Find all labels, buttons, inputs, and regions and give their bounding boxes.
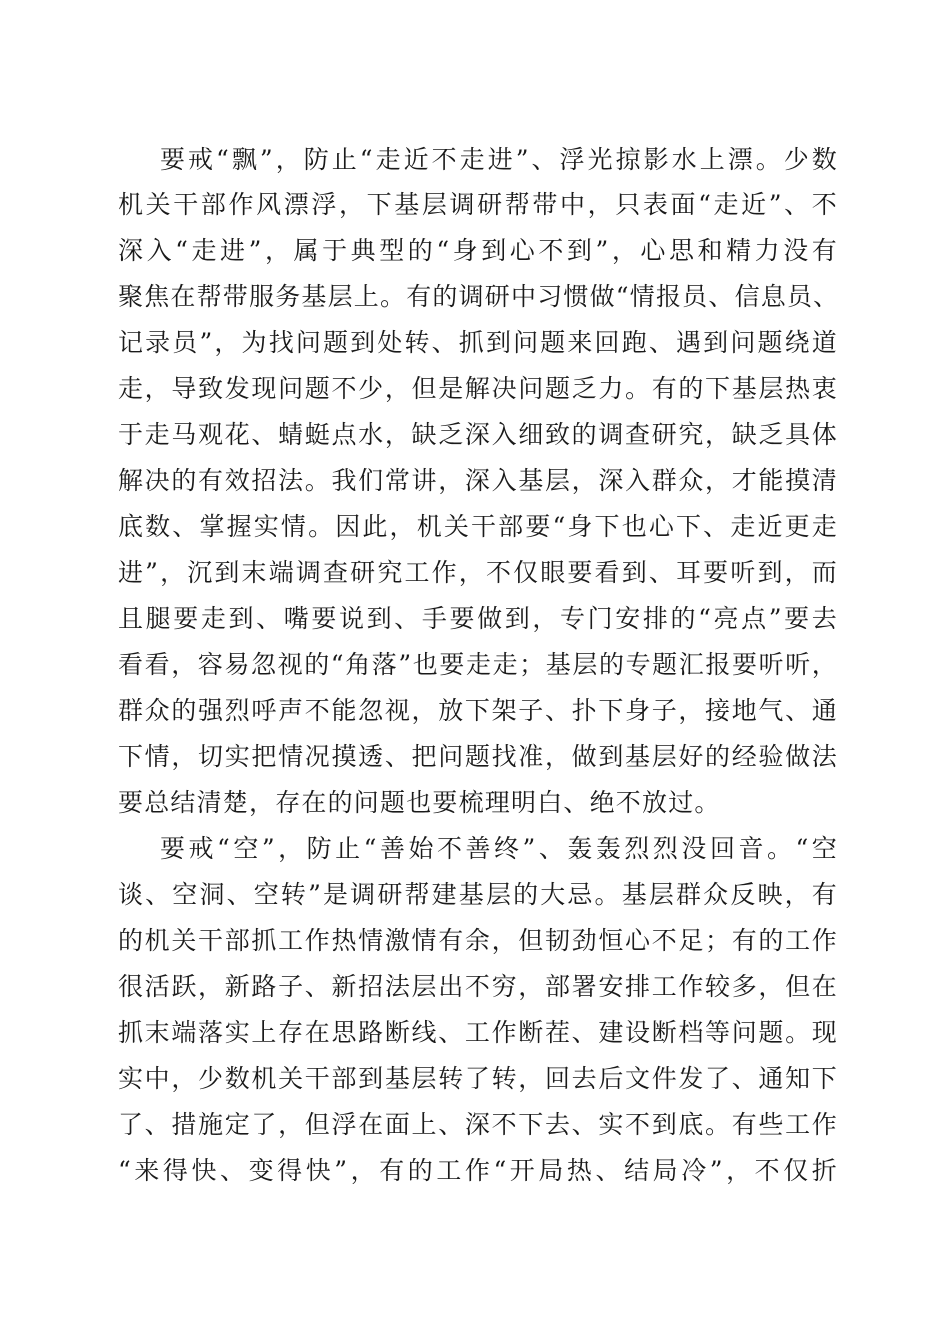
paragraph-1-line-9: 底数、掌握实情。因此，机关干部要“身下也心下、走近更走 bbox=[118, 512, 838, 541]
paragraph-1-line-5: 记录员”，为找问题到处转、抓到问题来回跑、遇到问题绕道 bbox=[118, 328, 838, 357]
paragraph-1-line-11: 且腿要走到、嘴要说到、手要做到，专门安排的“亮点”要去 bbox=[118, 604, 838, 633]
paragraph-1-line-12: 看看，容易忽视的“角落”也要走走；基层的专题汇报要听听， bbox=[118, 650, 838, 679]
paragraph-2-line-2: 谈、空洞、空转”是调研帮建基层的大忌。基层群众反映，有 bbox=[118, 880, 838, 909]
paragraph-1-line-4: 聚焦在帮带服务基层上。有的调研中习惯做“情报员、信息员、 bbox=[118, 282, 840, 311]
paragraph-2-line-8: “来得快、变得快”，有的工作“开局热、结局冷”，不仅折 bbox=[118, 1156, 838, 1185]
paragraph-1-line-2: 机关干部作风漂浮，下基层调研帮带中，只表面“走近”、不 bbox=[118, 190, 838, 219]
paragraph-1-line-13: 群众的强烈呼声不能忽视，放下架子、扑下身子，接地气、通 bbox=[118, 696, 838, 725]
paragraph-2-line-7: 了、措施定了，但浮在面上、深不下去、实不到底。有些工作 bbox=[118, 1110, 838, 1139]
paragraph-1-line-3: 深入“走进”，属于典型的“身到心不到”，心思和精力没有 bbox=[118, 236, 838, 265]
paragraph-1-line-6: 走，导致发现问题不少，但是解决问题乏力。有的下基层热衷 bbox=[118, 374, 838, 403]
paragraph-2-line-4: 很活跃，新路子、新招法层出不穷，部署安排工作较多，但在 bbox=[118, 972, 838, 1001]
paragraph-1-line-1: 要戒“飘”，防止“走近不走进”、浮光掠影水上漂。少数 bbox=[160, 145, 838, 174]
paragraph-1-line-8: 解决的有效招法。我们常讲，深入基层，深入群众，才能摸清 bbox=[118, 466, 838, 495]
paragraph-2-line-5: 抓末端落实上存在思路断线、工作断茬、建设断档等问题。现 bbox=[118, 1018, 838, 1047]
paragraph-2-line-1: 要戒“空”，防止“善始不善终”、轰轰烈烈没回音。“空 bbox=[160, 834, 838, 863]
paragraph-1-line-7: 于走马观花、蜻蜓点水，缺乏深入细致的调查研究，缺乏具体 bbox=[118, 420, 838, 449]
paragraph-1-line-10: 进”，沉到末端调查研究工作，不仅眼要看到、耳要听到，而 bbox=[118, 558, 838, 587]
paragraph-1-line-14: 下情，切实把情况摸透、把问题找准，做到基层好的经验做法 bbox=[118, 742, 838, 771]
paragraph-2-line-3: 的机关干部抓工作热情激情有余，但韧劲恒心不足；有的工作 bbox=[118, 926, 838, 955]
paragraph-1-line-15: 要总结清楚，存在的问题也要梳理明白、绝不放过。 bbox=[118, 788, 721, 817]
paragraph-2-line-6: 实中，少数机关干部到基层转了转，回去后文件发了、通知下 bbox=[118, 1064, 838, 1093]
